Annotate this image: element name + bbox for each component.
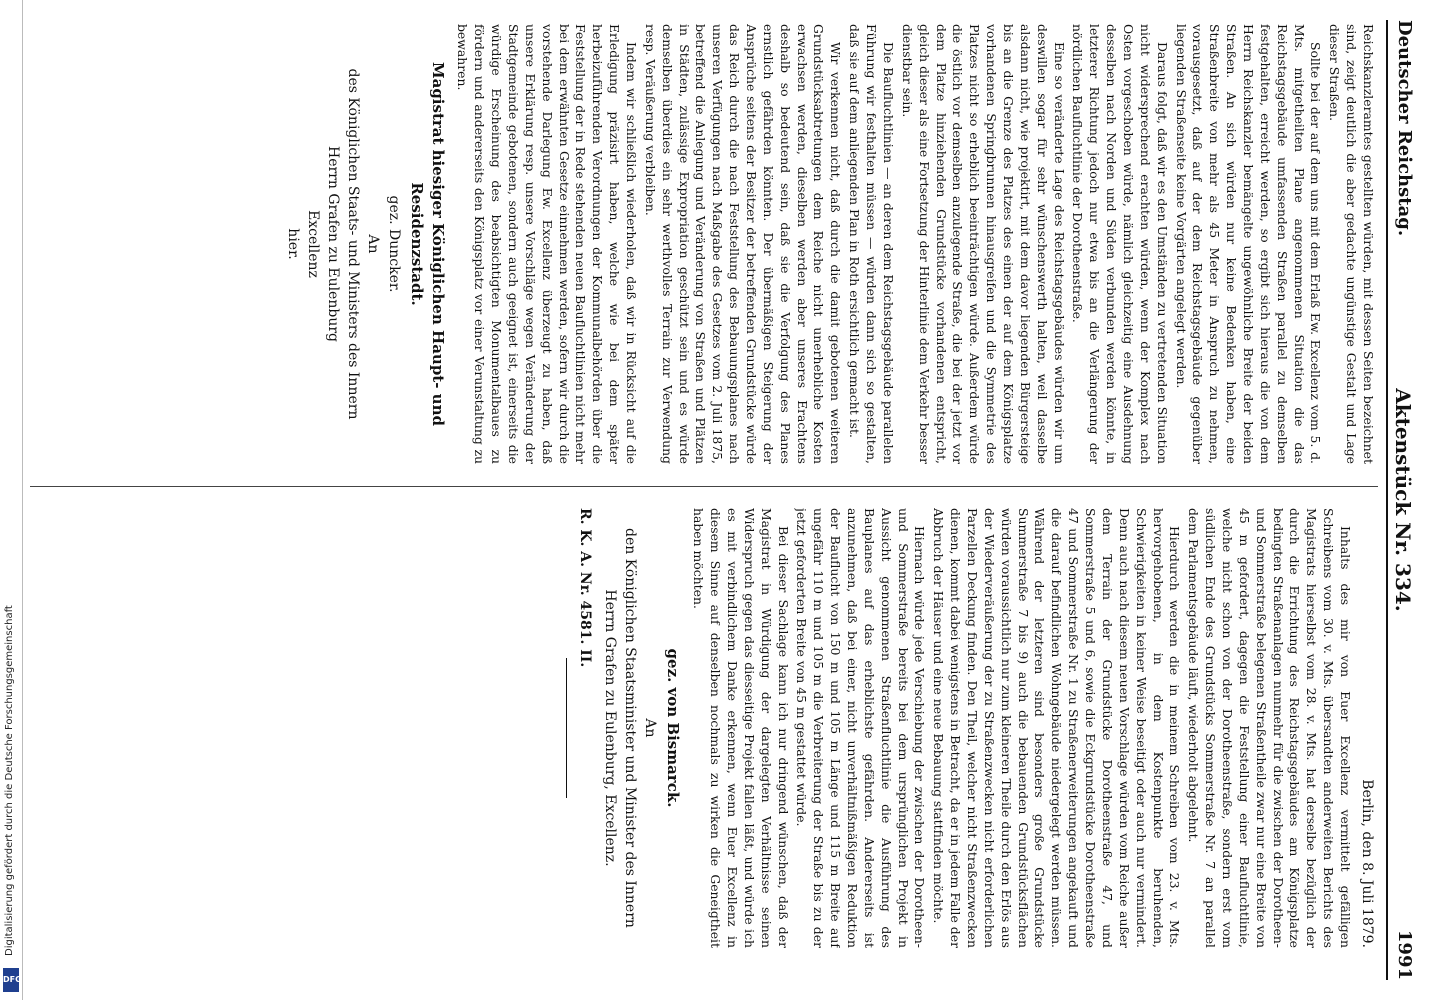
paragraph: Bei dieser Sachlage kann ich nur dringend wünschen, daß der Magistrat in Würdigung der dargelegten Verhältnisse seinen Widerspruch gegen das diesseitige Projekt fallen läßt, und würde ich es mit verbindlichem Danke erkennen, wenn Euer Excellenz in diesem Sinne auf denselben nochmals zu wirken die Geneigtheit haben möchten. <box>691 508 791 948</box>
header-page-number: 1991 <box>1394 929 1415 980</box>
address-line: den Königlichen Staatsminister und Minister des Innern <box>622 528 639 928</box>
paragraph: Sollte bei der auf dem uns mit dem Erlaß Ew. Excellenz vom 5. d. Mts. mitgetheilten Plane angenommenen Situation die das Reichstagsgebäude umfassenden Straßen parallel zu demselben festgehalten, erreicht werden, so ergibt sich hieraus die von dem Herrn Reichskanzler bemängelte ungewöhnliche Breite der beiden Straßen. An sich würden nur keine Bedenken haben, eine Straßenbreite von mehr als 45 Meter in Anspruch zu nehmen, vorausgesetzt, daß auf der dem Reichstagsgebäude gegenüber liegenden Straßenseite keine Vorgärten angelegt werden. <box>1173 24 1324 464</box>
paragraph: Hierdurch werden die in meinem Schreiben vom 23. v. Mts. hervorgehobenen, in dem Kostenpunkte beruhenden, Schwierigkeiten in keiner Weise beseitigt oder auch nur vermindert. Denn auch nach diesem neuen Vorschlage würden vom Reiche außer dem Terrain der Grundstücke Dorotheenstraße 47, und Sommerstraße 5 und 6, sowie die Eckgrundstücke Dorotheenstraße 47 und Sommerstraße Nr. 1 zu Straßenerweiterungen angekauft und die darauf befindlichen Wohngebäude niedergelegt werden müssen. Während der letzteren sind besonders große Grundstücke Summerstraße 7 bis 9) auch die bebauenden Grundstücksflächen würden voraussichtlich nur zum kleineren Theile durch den Erlös aus der Wiederveräußerung der zu Straßenzwecken nicht erforderlichen Parzellen Deckung finden. Den Theil, welcher nicht Straßenzwecken dienen, kommt dabei wenigstens in Betracht, da er in jedem Falle der Abbruch der Häuser und eine neue Bebauung stattfinden möchte. <box>931 508 1183 948</box>
header-document-number: Aktenstück Nr. 334. <box>1391 388 1415 612</box>
signature-name: gez. von Bismarck. <box>664 648 683 808</box>
address-line: des Königlichen Staats- und Ministers des Innern <box>344 68 361 420</box>
paragraph: Eine so veränderte Lage des Reichstagsgebäudes würden wir um deswillen sogar für sehr wünschenswerth halten, weil dasselbe alsdann nicht, wie projektirt, mit dem davor liegenden Bürgersteige bis an die Grenze des Platzes des einen der auf dem Königsplatze vorhandenen Springbrunnen hinausgreifen und die Symmetrie des Platzes nicht so erheblich beeinträchtigen würde. Außerdem würde die östlich vor demselben anzulegende Straße, die bei der jetzt vor dem Platze hinziehenden Grundstücke vorhandenen entspricht, gleich dieser als eine Fortsetzung der Hinterlinie dem Verkehr besser dienstbar sein. <box>899 24 1067 464</box>
signature-organization: Magistrat hiesiger Königlichen Haupt- und Residenzstadt. <box>408 62 447 426</box>
dfg-logo-icon: DFG <box>3 968 19 992</box>
address-line: Herrn Grafen zu Eulenburg, Excellenz. <box>602 589 618 867</box>
letter-date: Berlin, den 8. Juli 1879. <box>1359 779 1375 948</box>
address-line: Herrn Grafen zu Eulenburg <box>324 146 341 342</box>
address-place: hier. <box>284 228 301 260</box>
paragraph: Reichskanzleramtes gestellten würden, mit dessen Seiten bezeichnet sind, zeigt deutlich die aber gedachte ungünstige Gestalt und Lage dieser Straßen. <box>1327 24 1376 464</box>
address-to: An <box>364 234 381 254</box>
closing-rule <box>566 658 567 798</box>
address-to: An <box>642 718 659 738</box>
header-publication: Deutscher Reichstag. <box>1394 20 1415 237</box>
paragraph: Wir verkennen nicht, daß durch die damit gebotenen weiteren Grundstücksabtretungen dem Reiche nicht unerhebliche Kosten erwachsen werden, dieselben werden aber unseres Erachtens deshalb so bedeutend sein, daß sie die Verfolgung des Planes ernstlich gefährden könnten. Der übermäßigen Steigerung der Ansprüche seitens der Besitzer der betreffenden Grundstücke würde das Reich durch die nach Feststellung des Bebauungsplanes nach unseren Verfügungen nach Maßgabe des Gesetzes vom 2. Juli 1875, betreffend die Anlegung und Veränderung von Straßen und Plätzen in Städten, zulässige Expropriation geschützt sein und es würde demselben überdies ein sehr werthvolles Terrain zur Verwendung resp. Veräußerung verbleiben. <box>642 24 844 464</box>
paragraph: Inhalts des mir von Euer Excellenz vermittelt gefälligen Schreibens vom 30. v. Mts. übersandten anderweiten Berichts des Magistrats hierselbst vom 28. v. Mts. hat derselbe bezüglich der durch die Errichtung des Reichstagsgebäudes am Königsplatze bedingten Straßenanlagen nunmehr für die zwischen der Dorotheen- und Sommerstraße belegenen Straßentheile zwar nur eine Breite von 45 m gefordert, dagegen die Feststellung einer Baufluchtlinie, welche nicht schon von der Dorotheenstraße, sondern erst vom südlichen Ende des Grundstücks Sommerstraße Nr. 7 an parallel dem Parlamentsgebäude läuft, wiederholt abgelehnt. <box>1186 508 1353 948</box>
column-divider <box>30 486 1378 487</box>
paragraph: Hiernach würde jede Verschiebung der zwischen der Dorotheen- und Sommerstraße bereits bei dem ursprünglichen Projekt in Aussicht genommenen Straßenfluchtlinie die Ausführung des Bauplanes auf das erheblichste gefährden. Andererseits ist anzunehmen, daß bei einer, nicht unverhältnißmäßigen Reduktion der Bauflucht von 150 m und 105 m Länge und 115 m Breite auf ungefähr 110 m und 105 m die Verbreiterung der Straße bis zu der jetzt geforderten Breite von 45 m gestattet würde. <box>794 508 928 948</box>
dfg-sidebar-text: Digitalisierung gefördert durch die Deutsche Forschungsgemeinschaft <box>4 605 15 956</box>
left-column <box>20 24 1376 464</box>
paragraph: Die Baufluchtlinien — an deren dem Reichstagsgebäude parallelen Führung wir festhalten müssen — würden dann sich so gestalten, daß sie auf dem anliegenden Plan in Roth ersichtlich gemacht ist. <box>847 24 896 464</box>
reference-number: R. K. A. Nr. 4581. II. <box>576 508 593 668</box>
right-column <box>20 508 1376 948</box>
paragraph: Indem wir schließlich wiederholen, daß wir in Rücksicht auf die Erledigung präzisirt haben, welche wie bei dem später herbeizuführenden Verordnungen der Kommunalbehörden über die Feststellung der in Rede stehenden neuen Baufluchtlinien nicht mehr bei dem erwähnten Gesetze einnehmen werden, sofern wir durch die vorstehende Darlegung Ew. Excellenz überzeugt zu haben, daß unsere Erklärung resp. unsere Vorschläge wegen Veränderung der Stadtgemeinde gebotenen, sondern auch geeignet ist, einerseits die würdige Erscheinung des beabsichtigten Monumentalbaues zu fördern und andererseits den Königsplatz vor einer Verunstaltung zu bewahren. <box>455 24 640 464</box>
signature-name: gez. Duncker. <box>385 195 402 293</box>
address-line: Excellenz <box>304 210 321 278</box>
paragraph: Daraus folgt, daß wir es den Umständen zu vertretenden Situation nicht widersprechend erachten würden, wenn der Komplex nach Osten vorgeschoben würde, nämlich gleichzeitig eine Ausdehnung desselben nach Norden und Süden verbunden werden könnte, in letzterer Richtung jedoch nur etwa bis an die Verlängerung der nördlichen Baufluchtlinie der Dorotheenstraße. <box>1070 24 1170 464</box>
page-header <box>1386 20 1418 980</box>
